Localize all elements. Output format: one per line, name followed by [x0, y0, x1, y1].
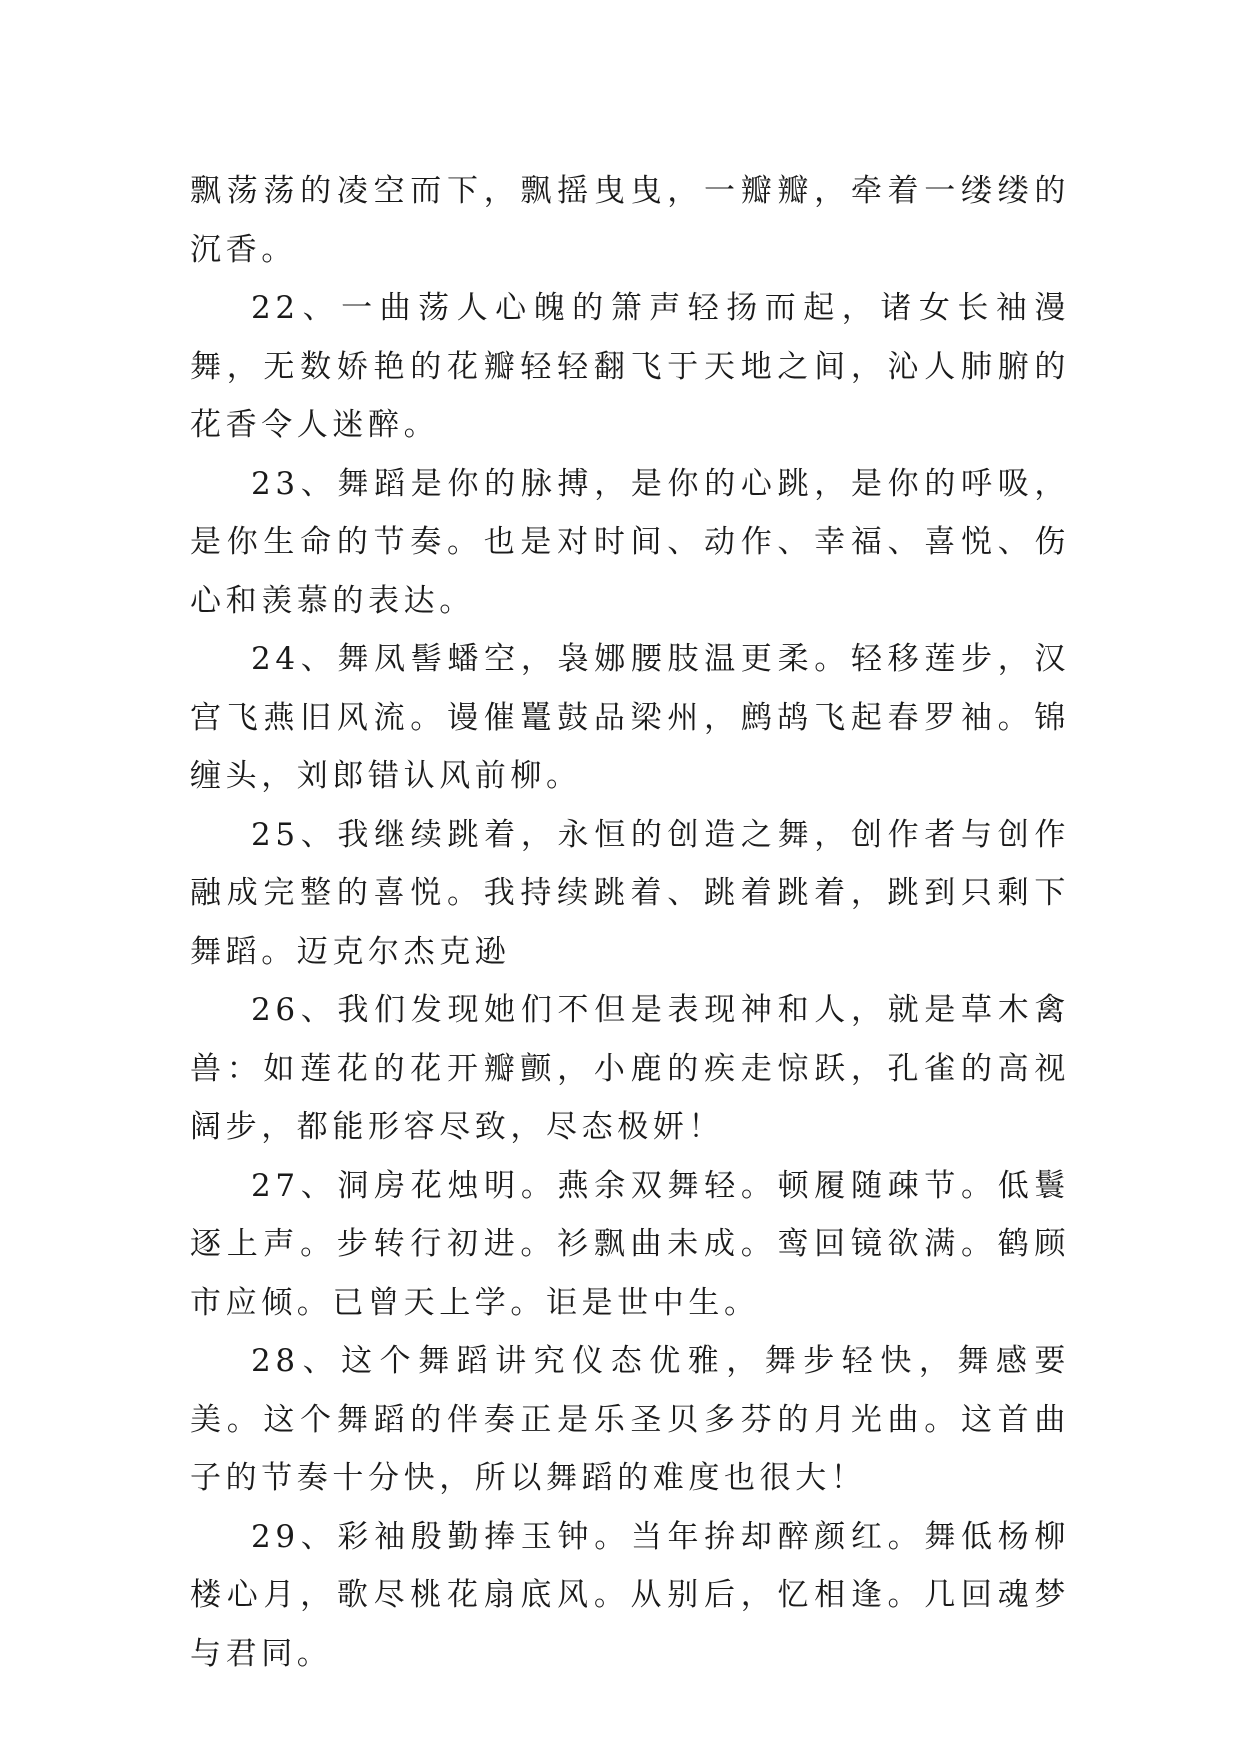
- paragraph-25: 25、我继续跳着，永恒的创造之舞，创作者与创作融成完整的喜悦。我持续跳着、跳着跳着，跳到只剩下舞蹈。迈克尔杰克逊: [190, 816, 1070, 970]
- document-body: [190, 162, 1070, 1683]
- paragraph-22: 22、一曲荡人心魄的箫声轻扬而起，诸女长袖漫舞，无数娇艳的花瓣轻轻翻飞于天地之间，沁人肺腑的花香令人迷醉。: [190, 290, 1070, 443]
- paragraph-continuation: 飘荡荡的凌空而下，飘摇曳曳，一瓣瓣，牵着一缕缕的沉香。: [190, 173, 1070, 268]
- paragraph-24: 24、舞凤髻蟠空，袅娜腰肢温更柔。轻移莲步，汉宫飞燕旧风流。谩催鼍鼓品梁州，鹧鸪飞起春罗袖。锦缠头，刘郎错认风前柳。: [190, 641, 1070, 794]
- paragraph-29: 29、彩袖殷勤捧玉钟。当年拚却醉颜红。舞低杨柳楼心月，歌尽桃花扇底风。从别后，忆相逢。几回魂梦与君同。: [190, 1518, 1070, 1672]
- paragraph-26: 26、我们发现她们不但是表现神和人，就是草木禽兽：如莲花的花开瓣颤，小鹿的疾走惊跃，孔雀的高视阔步，都能形容尽致，尽态极妍！: [190, 992, 1070, 1145]
- paragraph-28: 28、这个舞蹈讲究仪态优雅，舞步轻快，舞感要美。这个舞蹈的伴奏正是乐圣贝多芬的月光曲。这首曲子的节奏十分快，所以舞蹈的难度也很大！: [190, 1343, 1070, 1496]
- paragraph-27: 27、洞房花烛明。燕余双舞轻。顿履随疎节。低鬟逐上声。步转行初进。衫飘曲未成。鸾回镜欲满。鹤顾市应倾。已曾天上学。讵是世中生。: [190, 1167, 1070, 1321]
- paragraph-23: 23、舞蹈是你的脉搏，是你的心跳，是你的呼吸，是你生命的节奏。也是对时间、动作、幸福、喜悦、伤心和羡慕的表达。: [190, 465, 1070, 619]
